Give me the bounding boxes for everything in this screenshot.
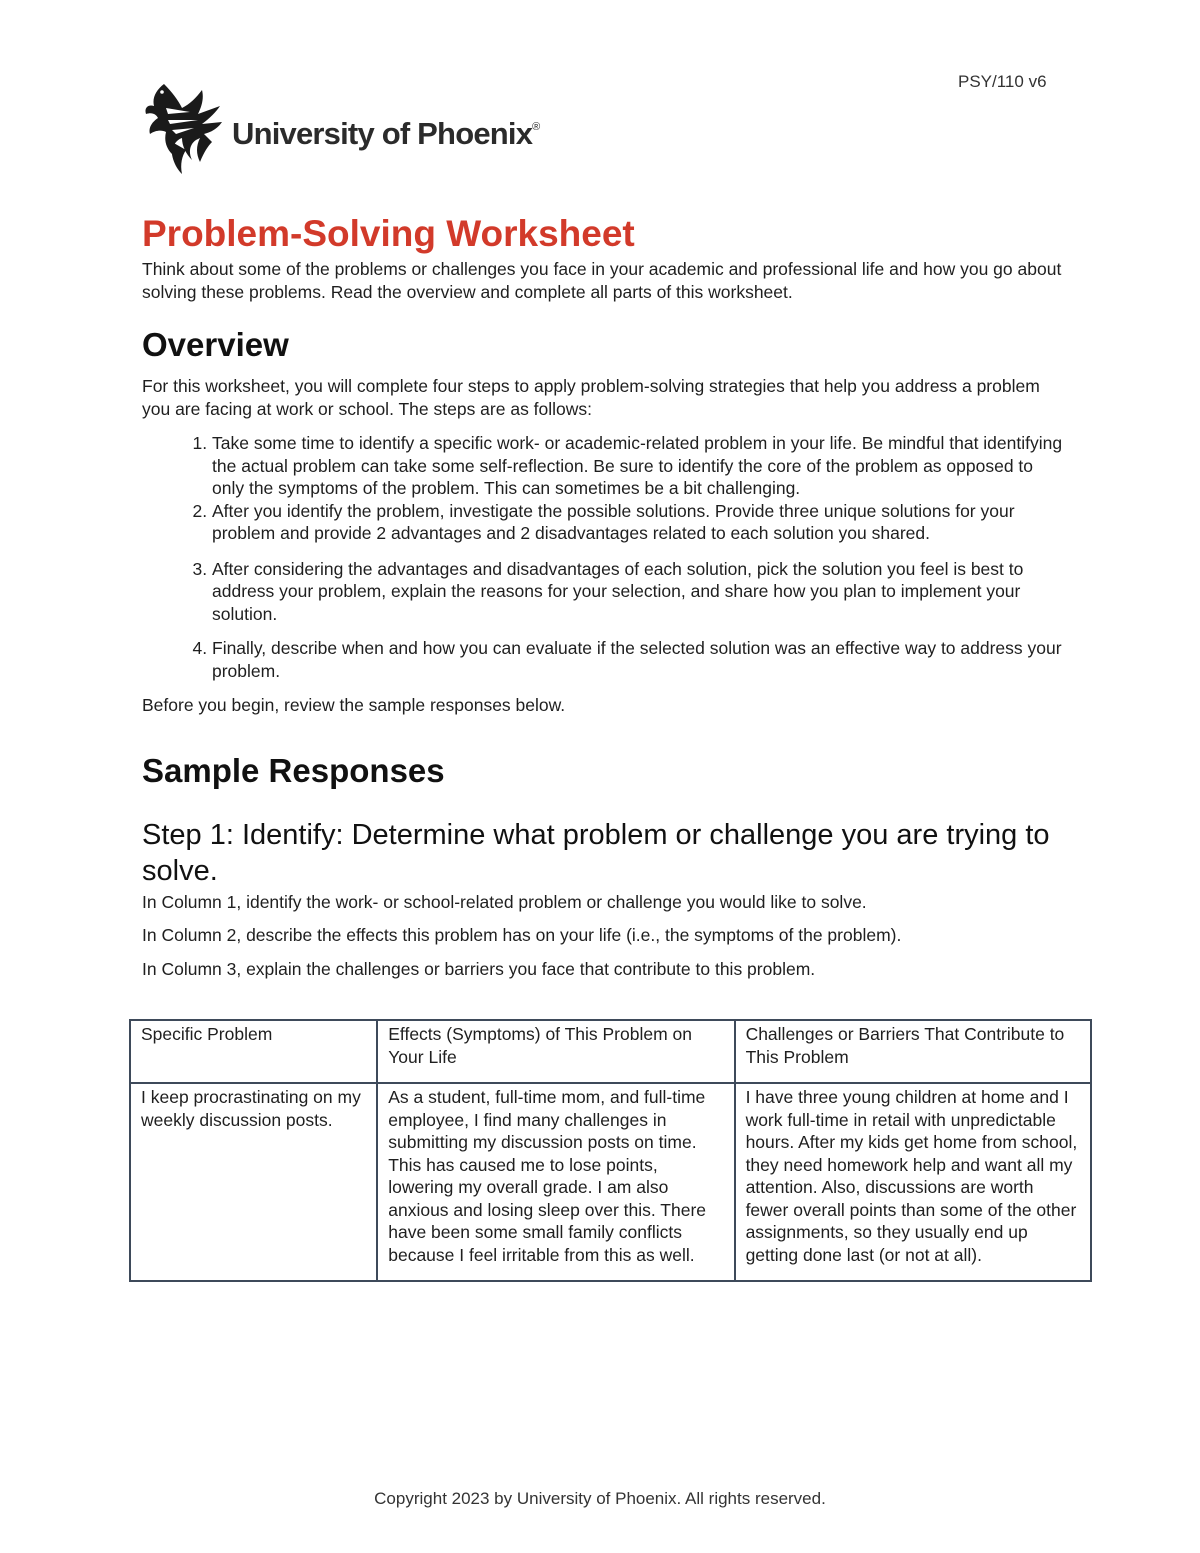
logo-wordmark: University of Phoenix® <box>232 116 540 151</box>
column-note: In Column 3, explain the challenges or barriers you face that contribute to this problem. <box>142 958 816 979</box>
steps-list <box>142 432 1067 682</box>
intro-paragraph: Think about some of the problems or challenges you face in your academic and professional life and how you go about solving these problems. Read the overview and complete all parts of this worksheet. <box>142 259 1062 302</box>
university-logo <box>142 82 539 176</box>
page-title: Problem-Solving Worksheet <box>142 213 635 254</box>
list-item: 1. Take some time to identify a specific work- or academic-related problem in your life. Be mindful that identifying the actual problem can take some self-reflection. Be sure to identify the core of the problem as opposed to only the symptoms of the problem. This can sometimes be a bit challenging. <box>212 432 1067 500</box>
sample-responses-heading: Sample Responses <box>142 751 445 789</box>
table-cell: As a student, full-time mom, and full-time employee, I find many challenges in submitting my discussion posts on time. This has caused me to lose points, lowering my overall grade. I am also anxious and losing sleep over this. There have been some small family conflicts because I feel irritable from this as well. <box>377 1083 734 1281</box>
list-item: 2. After you identify the problem, investigate the possible solutions. Provide three unique solutions for your problem and provide 2 advantages and 2 disadvantages related to each solution you shared. <box>212 500 1067 545</box>
overview-heading: Overview <box>142 326 289 363</box>
column-note: In Column 1, identify the work- or school-related problem or challenge you would like to solve. <box>142 891 867 912</box>
table-header-cell: Challenges or Barriers That Contribute to This Problem <box>735 1020 1091 1083</box>
step1-heading: Step 1: Identify: Determine what problem or challenge you are trying to solve. <box>142 818 1050 887</box>
table-row <box>130 1083 1091 1281</box>
table-cell: I have three young children at home and I work full-time in retail with unpredictable hours. After my kids get home from school, they need homework help and want all my attention. Also, discussions are worth fewer overall points than some of the other assignments, so they usually end up getting done last (or not at all). <box>735 1083 1091 1281</box>
table-header-cell: Effects (Symptoms) of This Problem on Your Life <box>377 1020 734 1083</box>
phoenix-bird-icon <box>142 82 226 176</box>
table-cell: I keep procrastinating on my weekly discussion posts. <box>130 1083 377 1281</box>
before-begin-note: Before you begin, review the sample responses below. <box>142 695 566 715</box>
overview-paragraph: For this worksheet, you will complete four steps to apply problem-solving strategies that help you address a problem you are facing at work or school. The steps are as follows: <box>142 376 1040 419</box>
table-header-row <box>130 1020 1091 1083</box>
column-note: In Column 2, describe the effects this problem has on your life (i.e., the symptoms of the problem). <box>142 925 902 945</box>
table-header-cell: Specific Problem <box>130 1020 377 1083</box>
course-code: PSY/110 v6 <box>958 72 1047 91</box>
list-item: 3. After considering the advantages and disadvantages of each solution, pick the solution you feel is best to address your problem, explain the reasons for your selection, and share how you plan to implement your solution. <box>212 558 1067 626</box>
step1-table <box>129 1019 1092 1282</box>
copyright-footer: Copyright 2023 by University of Phoenix. All rights reserved. <box>374 1489 826 1508</box>
document-body <box>142 212 1067 980</box>
list-item: 4. Finally, describe when and how you can evaluate if the selected solution was an effective way to address your problem. <box>212 637 1067 682</box>
